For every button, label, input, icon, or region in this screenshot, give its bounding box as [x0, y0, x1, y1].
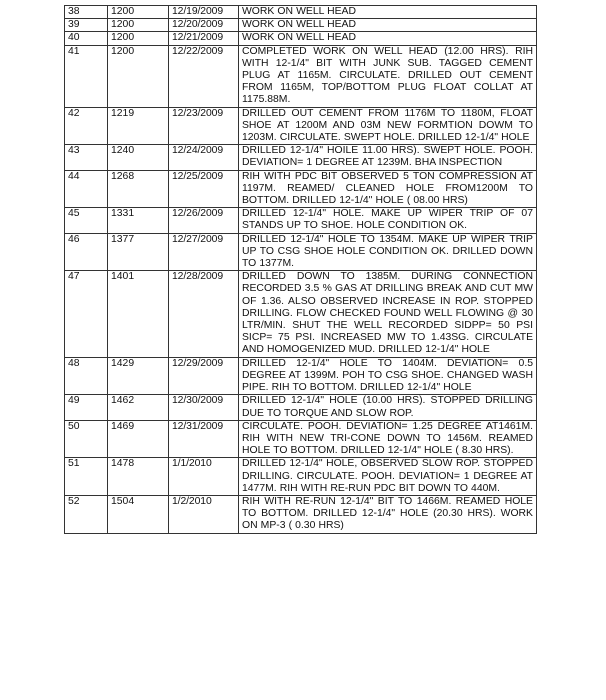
day-number-cell: 42 — [65, 107, 108, 145]
date-cell: 12/25/2009 — [169, 170, 239, 208]
table-row — [65, 357, 537, 395]
day-number-cell: 40 — [65, 32, 108, 45]
table-row — [65, 107, 537, 145]
depth-cell: 1219 — [108, 107, 169, 145]
table-row — [65, 208, 537, 233]
day-number-cell: 51 — [65, 458, 108, 496]
activity-cell: WORK ON WELL HEAD — [239, 19, 537, 32]
activity-cell: RIH WITH PDC BIT OBSERVED 5 TON COMPRESSION AT 1197M. REAMED/ CLEANED HOLE FROM1200M TO BOTTOM. DRILLED 12-1/4" HOLE ( 08.00 HRS) — [239, 170, 537, 208]
activity-cell: DRILLED 12-1/4" HOILE 11.00 HRS). SWEPT HOLE. POOH. DEVIATION= 1 DEGREE AT 1239M. BHA INSPECTION — [239, 145, 537, 170]
table-row — [65, 420, 537, 458]
activity-cell: WORK ON WELL HEAD — [239, 6, 537, 19]
day-number-cell: 44 — [65, 170, 108, 208]
date-cell: 12/19/2009 — [169, 6, 239, 19]
table-row — [65, 170, 537, 208]
activity-cell: DRILLED 12-1/4" HOLE. MAKE UP WIPER TRIP OF 07 STANDS UP TO SHOE. HOLE CONDITION OK. — [239, 208, 537, 233]
date-cell: 12/23/2009 — [169, 107, 239, 145]
date-cell: 12/24/2009 — [169, 145, 239, 170]
depth-cell: 1469 — [108, 420, 169, 458]
table-row — [65, 45, 537, 107]
date-cell: 12/21/2009 — [169, 32, 239, 45]
table-row — [65, 271, 537, 357]
depth-cell: 1331 — [108, 208, 169, 233]
date-cell: 12/22/2009 — [169, 45, 239, 107]
depth-cell: 1462 — [108, 395, 169, 420]
date-cell: 12/26/2009 — [169, 208, 239, 233]
date-cell: 12/20/2009 — [169, 19, 239, 32]
day-number-cell: 52 — [65, 495, 108, 533]
depth-cell: 1200 — [108, 6, 169, 19]
date-cell: 1/1/2010 — [169, 458, 239, 496]
drilling-log-table — [64, 5, 537, 534]
day-number-cell: 45 — [65, 208, 108, 233]
day-number-cell: 39 — [65, 19, 108, 32]
drilling-log-page — [64, 5, 536, 534]
table-row — [65, 6, 537, 19]
date-cell: 12/27/2009 — [169, 233, 239, 271]
date-cell: 12/28/2009 — [169, 271, 239, 357]
date-cell: 12/29/2009 — [169, 357, 239, 395]
activity-cell: DRILLED 12-1/4" HOLE TO 1404M. DEVIATION= 0.5 DEGREE AT 1399M. POH TO CSG SHOE. CHANGED WASH PIPE. RIH TO BOTTOM. DRILLED 12-1/4" HOLE — [239, 357, 537, 395]
activity-cell: DRILLED DOWN TO 1385M. DURING CONNECTION RECORDED 3.5 % GAS AT DRILLING BREAK AND CUT MW OF 1.36. ALSO OBSERVED INCREASE IN ROP. STOPPED DRILLING. FLOW CHECKED FOUND WELL FLOWING @ 30 LTR/MIN. SHUT THE WELL RECORDED SIDPP= 50 PSI SICP= 75 PSI. INCREASED MW TO 1.43SG. CIRCULATE AND HOMOGENIZED MUD. DRILLED 12-1/4" HOLE — [239, 271, 537, 357]
depth-cell: 1504 — [108, 495, 169, 533]
depth-cell: 1240 — [108, 145, 169, 170]
depth-cell: 1200 — [108, 19, 169, 32]
day-number-cell: 43 — [65, 145, 108, 170]
activity-cell: DRILLED 12-1/4" HOLE, OBSERVED SLOW ROP. STOPPED DRILLING. CIRCULATE. POOH. DEVIATION= 1 DEGREE AT 1477M. RIH WITH RE-RUN PDC BIT DOWN TO 440M. — [239, 458, 537, 496]
date-cell: 12/31/2009 — [169, 420, 239, 458]
activity-cell: RIH WITH RE-RUN 12-1/4" BIT TO 1466M. REAMED HOLE TO BOTTOM. DRILLED 12-1/4" HOLE (20.30 HRS). WORK ON MP-3 ( 0.30 HRS) — [239, 495, 537, 533]
day-number-cell: 48 — [65, 357, 108, 395]
day-number-cell: 38 — [65, 6, 108, 19]
depth-cell: 1401 — [108, 271, 169, 357]
table-row — [65, 19, 537, 32]
depth-cell: 1478 — [108, 458, 169, 496]
activity-cell: DRILLED 12-1/4" HOLE TO 1354M. MAKE UP WIPER TRIP UP TO CSG SHOE HOLE CONDITION OK. DRILLED DOWN TO 1377M. — [239, 233, 537, 271]
activity-cell: CIRCULATE. POOH. DEVIATION= 1.25 DEGREE AT1461M. RIH WITH NEW TRI-CONE DOWN TO 1456M. REAMED HOLE TO BOTTOM. DRILLED 12-1/4" HOLE ( 8.30 HRS). — [239, 420, 537, 458]
day-number-cell: 50 — [65, 420, 108, 458]
date-cell: 1/2/2010 — [169, 495, 239, 533]
drilling-log-body — [65, 6, 537, 534]
activity-cell: DRILLED OUT CEMENT FROM 1176M TO 1180M, FLOAT SHOE AT 1200M AND 03M NEW FORMTION DOWM TO 1203M. CIRCULATE. SWEPT HOLE. DRILLED 12-1/4" HOLE — [239, 107, 537, 145]
depth-cell: 1377 — [108, 233, 169, 271]
table-row — [65, 233, 537, 271]
day-number-cell: 46 — [65, 233, 108, 271]
activity-cell: WORK ON WELL HEAD — [239, 32, 537, 45]
depth-cell: 1200 — [108, 45, 169, 107]
date-cell: 12/30/2009 — [169, 395, 239, 420]
table-row — [65, 395, 537, 420]
activity-cell: COMPLETED WORK ON WELL HEAD (12.00 HRS). RIH WITH 12-1/4" BIT WITH JUNK SUB. TAGGED CEMENT PLUG AT 1165M. CIRCULATE. DRILLED OUT CEMENT FROM 1165M, TOP/BOTTOM PLUG FLOAT COLLAT AT 1175.88M. — [239, 45, 537, 107]
table-row — [65, 458, 537, 496]
table-row — [65, 495, 537, 533]
activity-cell: DRILLED 12-1/4" HOLE (10.00 HRS). STOPPED DRILLING DUE TO TORQUE AND SLOW ROP. — [239, 395, 537, 420]
depth-cell: 1200 — [108, 32, 169, 45]
day-number-cell: 47 — [65, 271, 108, 357]
day-number-cell: 49 — [65, 395, 108, 420]
table-row — [65, 145, 537, 170]
day-number-cell: 41 — [65, 45, 108, 107]
depth-cell: 1429 — [108, 357, 169, 395]
depth-cell: 1268 — [108, 170, 169, 208]
table-row — [65, 32, 537, 45]
